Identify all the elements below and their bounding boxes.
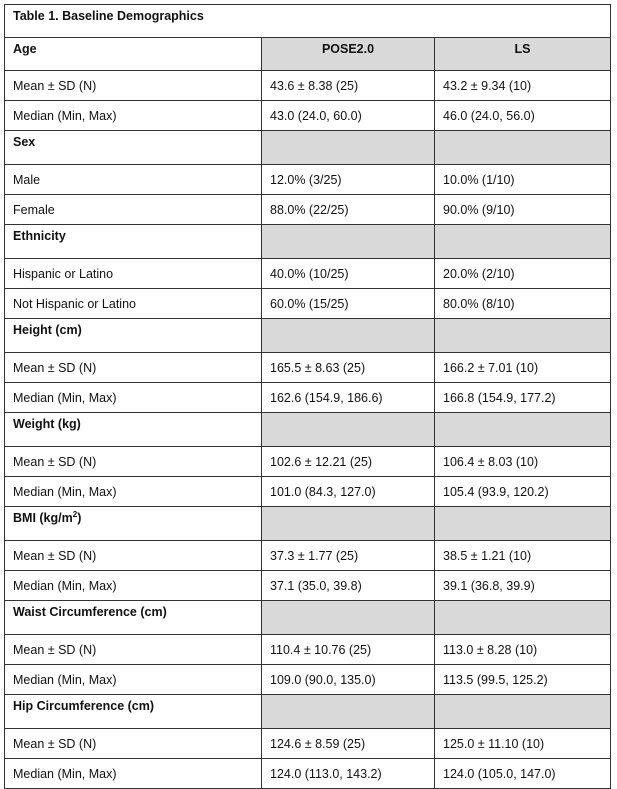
- group-header-row: [5, 225, 611, 259]
- row-label-cell: Median (Min, Max): [5, 665, 262, 695]
- group-label-suffix: ): [77, 511, 82, 525]
- ls-value-cell: 38.5 ± 1.21 (10): [435, 541, 611, 571]
- group-label-text: Waist Circumference (cm): [13, 605, 167, 619]
- table-row: [5, 195, 611, 225]
- group-shaded-cell: [262, 319, 435, 353]
- group-label: [5, 507, 262, 541]
- row-label-cell: Median (Min, Max): [5, 477, 262, 507]
- group-label: [5, 319, 262, 353]
- pose-value-cell: 124.6 ± 8.59 (25): [262, 729, 435, 759]
- ls-value-cell: 10.0% (1/10): [435, 165, 611, 195]
- group-header-row: [5, 131, 611, 165]
- pose-value-cell: 109.0 (90.0, 135.0): [262, 665, 435, 695]
- table-row: [5, 165, 611, 195]
- group-label-text: Ethnicity: [13, 229, 66, 243]
- group-label: [5, 413, 262, 447]
- group-label-text: Weight (kg): [13, 417, 81, 431]
- row-label-cell: Male: [5, 165, 262, 195]
- ls-value-cell: 124.0 (105.0, 147.0): [435, 759, 611, 789]
- row-label-cell: Hispanic or Latino: [5, 259, 262, 289]
- table-row: [5, 759, 611, 789]
- row-label-cell: Mean ± SD (N): [5, 71, 262, 101]
- group-shaded-cell: [262, 695, 435, 729]
- header-row: [5, 38, 611, 71]
- group-label-text: Height (cm): [13, 323, 82, 337]
- row-label-cell: Mean ± SD (N): [5, 635, 262, 665]
- pose-value-cell: 37.1 (35.0, 39.8): [262, 571, 435, 601]
- pose-value-cell: 102.6 ± 12.21 (25): [262, 447, 435, 477]
- ls-value-cell: 166.8 (154.9, 177.2): [435, 383, 611, 413]
- row-label-cell: Mean ± SD (N): [5, 353, 262, 383]
- table-row: [5, 541, 611, 571]
- header-ls-cell: LS: [435, 38, 611, 71]
- pose-value-cell: 165.5 ± 8.63 (25): [262, 353, 435, 383]
- ls-value-cell: 113.5 (99.5, 125.2): [435, 665, 611, 695]
- group-shaded-cell: [435, 131, 611, 165]
- row-label-cell: Mean ± SD (N): [5, 447, 262, 477]
- table-row: [5, 259, 611, 289]
- header-label-cell: Age: [5, 38, 262, 71]
- group-label: [5, 131, 262, 165]
- ls-value-cell: 166.2 ± 7.01 (10): [435, 353, 611, 383]
- group-shaded-cell: [435, 225, 611, 259]
- table-body: [5, 5, 611, 789]
- pose-value-cell: 88.0% (22/25): [262, 195, 435, 225]
- row-label-cell: Not Hispanic or Latino: [5, 289, 262, 319]
- table-row: [5, 571, 611, 601]
- table-row: [5, 665, 611, 695]
- ls-value-cell: 43.2 ± 9.34 (10): [435, 71, 611, 101]
- group-shaded-cell: [435, 507, 611, 541]
- table-row: [5, 447, 611, 477]
- pose-value-cell: 37.3 ± 1.77 (25): [262, 541, 435, 571]
- table-caption: Table 1. Baseline Demographics: [5, 5, 611, 38]
- document-page: [4, 4, 610, 789]
- pose-value-cell: 40.0% (10/25): [262, 259, 435, 289]
- pose-value-cell: 124.0 (113.0, 143.2): [262, 759, 435, 789]
- group-label-superscript: 2: [72, 509, 78, 519]
- table-row: [5, 729, 611, 759]
- group-shaded-cell: [435, 601, 611, 635]
- group-label-text: BMI (kg/m: [13, 511, 73, 525]
- ls-value-cell: 105.4 (93.9, 120.2): [435, 477, 611, 507]
- group-header-row: [5, 413, 611, 447]
- group-shaded-cell: [262, 131, 435, 165]
- row-label-cell: Mean ± SD (N): [5, 729, 262, 759]
- row-label-cell: Mean ± SD (N): [5, 541, 262, 571]
- ls-value-cell: 90.0% (9/10): [435, 195, 611, 225]
- pose-value-cell: 43.0 (24.0, 60.0): [262, 101, 435, 131]
- row-label-cell: Median (Min, Max): [5, 759, 262, 789]
- pose-value-cell: 110.4 ± 10.76 (25): [262, 635, 435, 665]
- ls-value-cell: 113.0 ± 8.28 (10): [435, 635, 611, 665]
- group-header-row: [5, 695, 611, 729]
- group-label-text: Hip Circumference (cm): [13, 699, 155, 713]
- ls-value-cell: 39.1 (36.8, 39.9): [435, 571, 611, 601]
- group-header-row: [5, 601, 611, 635]
- ls-value-cell: 46.0 (24.0, 56.0): [435, 101, 611, 131]
- group-shaded-cell: [262, 225, 435, 259]
- table-row: [5, 635, 611, 665]
- group-shaded-cell: [262, 507, 435, 541]
- pose-value-cell: 43.6 ± 8.38 (25): [262, 71, 435, 101]
- row-label-cell: Female: [5, 195, 262, 225]
- table-row: [5, 477, 611, 507]
- group-label: [5, 695, 262, 729]
- table-row: [5, 289, 611, 319]
- row-label-cell: Median (Min, Max): [5, 101, 262, 131]
- group-shaded-cell: [435, 319, 611, 353]
- ls-value-cell: 125.0 ± 11.10 (10): [435, 729, 611, 759]
- ls-value-cell: 106.4 ± 8.03 (10): [435, 447, 611, 477]
- group-label: [5, 601, 262, 635]
- row-label-cell: Median (Min, Max): [5, 383, 262, 413]
- pose-value-cell: 60.0% (15/25): [262, 289, 435, 319]
- group-header-row: [5, 319, 611, 353]
- pose-value-cell: 101.0 (84.3, 127.0): [262, 477, 435, 507]
- ls-value-cell: 20.0% (2/10): [435, 259, 611, 289]
- table-row: [5, 383, 611, 413]
- demographics-table: [4, 4, 611, 789]
- group-shaded-cell: [262, 601, 435, 635]
- caption-row: [5, 5, 611, 38]
- pose-value-cell: 12.0% (3/25): [262, 165, 435, 195]
- group-label: [5, 225, 262, 259]
- group-shaded-cell: [435, 695, 611, 729]
- ls-value-cell: 80.0% (8/10): [435, 289, 611, 319]
- group-header-row: [5, 507, 611, 541]
- table-row: [5, 353, 611, 383]
- header-pose-cell: POSE2.0: [262, 38, 435, 71]
- table-row: [5, 101, 611, 131]
- group-label-text: Sex: [13, 135, 36, 149]
- group-shaded-cell: [262, 413, 435, 447]
- pose-value-cell: 162.6 (154.9, 186.6): [262, 383, 435, 413]
- group-shaded-cell: [435, 413, 611, 447]
- row-label-cell: Median (Min, Max): [5, 571, 262, 601]
- table-row: [5, 71, 611, 101]
